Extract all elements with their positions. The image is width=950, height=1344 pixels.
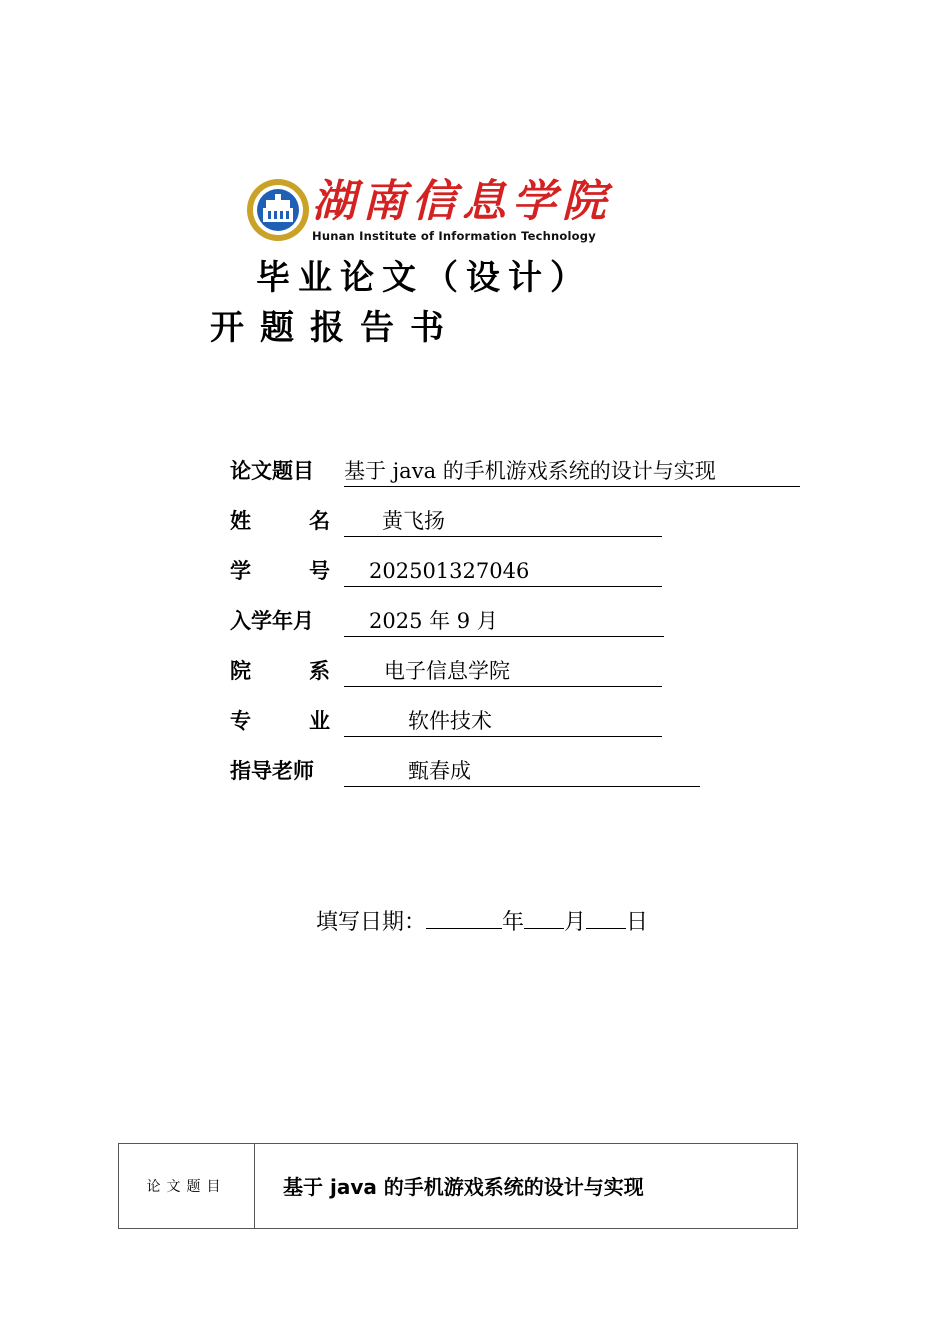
student-name-value: 黄飞扬 <box>382 509 445 533</box>
field-value <box>344 706 662 737</box>
field-label <box>230 656 330 686</box>
institute-name-cn: 湖南信息学院 <box>312 176 612 227</box>
institute-seal-icon <box>246 178 310 242</box>
field-value <box>344 506 662 537</box>
topic-table-header: 论文题目 <box>119 1144 255 1228</box>
day-blank <box>586 904 626 929</box>
label-char: 系 <box>309 659 330 683</box>
field-label: 指导老师 <box>230 759 314 783</box>
topic-table-value: 基于 java 的手机游戏系统的设计与实现 <box>283 1175 644 1199</box>
field-value <box>344 756 700 787</box>
label-char: 号 <box>309 559 330 583</box>
document-subtitle: 开题报告书 <box>210 308 460 348</box>
field-label <box>230 556 330 586</box>
student-id-value: 202501327046 <box>369 559 530 583</box>
field-label: 入学年月 <box>230 609 314 633</box>
field-label: 论文题目 <box>230 459 314 483</box>
document-title: 毕业论文（设计） <box>256 258 592 298</box>
label-char: 专 <box>230 709 251 733</box>
label-char: 院 <box>230 659 251 683</box>
month-blank <box>524 904 564 929</box>
field-value <box>344 606 664 637</box>
day-label: 日 <box>626 910 649 935</box>
enrollment-date-value: 2025 年 9 月 <box>369 609 498 633</box>
year-label: 年 <box>502 910 525 935</box>
field-value <box>344 456 800 487</box>
label-char: 业 <box>309 709 330 733</box>
thesis-topic-value: 基于 java 的手机游戏系统的设计与实现 <box>344 459 716 483</box>
label-char: 学 <box>230 559 251 583</box>
field-value <box>344 556 662 587</box>
label-char: 姓 <box>230 509 251 533</box>
fill-date <box>316 904 648 939</box>
topic-table <box>118 1143 798 1229</box>
month-label: 月 <box>564 910 587 935</box>
field-value <box>344 656 662 687</box>
institute-logo <box>246 176 666 248</box>
advisor-value: 甄春成 <box>408 759 471 783</box>
year-blank <box>426 904 502 929</box>
department-value: 电子信息学院 <box>384 659 510 683</box>
institute-name-en: Hunan Institute of Information Technology <box>312 229 596 243</box>
fill-date-label: 填写日期： <box>316 910 427 935</box>
field-label <box>230 506 330 536</box>
label-char: 名 <box>309 509 330 533</box>
major-value: 软件技术 <box>408 709 492 733</box>
field-label <box>230 706 330 736</box>
